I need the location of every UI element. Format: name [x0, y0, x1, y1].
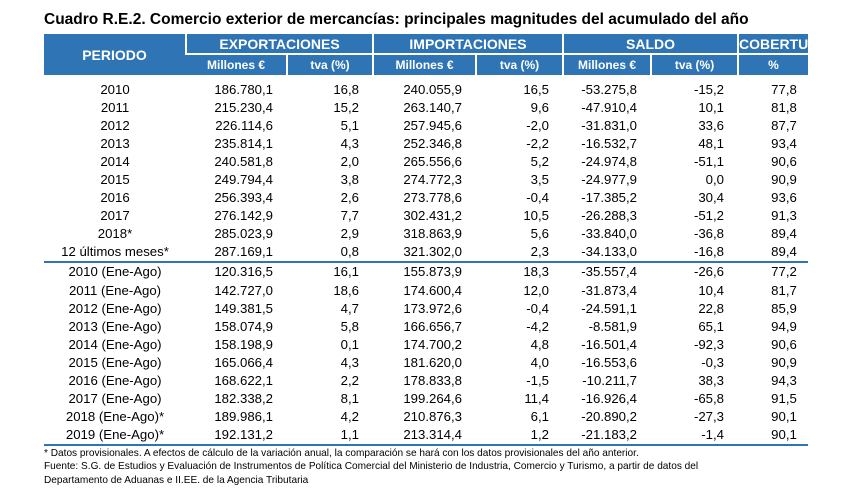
- cobertura-cell: 85,9: [771, 300, 797, 316]
- saldo-tva-cell: -26,6: [651, 262, 738, 281]
- export-millones-cell: 256.393,4: [214, 190, 273, 206]
- import-tva-cell: 16,5: [523, 82, 550, 98]
- saldo-tva-cell: 65,1: [698, 318, 725, 334]
- saldo-tva-cell: -27,3: [693, 408, 725, 424]
- import-tva-cell: -0,4: [526, 300, 550, 316]
- export-millones-cell: 120.316,5: [186, 262, 287, 281]
- header-importaciones: IMPORTACIONES: [373, 34, 563, 54]
- subheader-cobertura-pct: %: [738, 54, 808, 75]
- period-cell: 2016: [100, 190, 130, 206]
- import-millones-cell: 321.302,0: [403, 244, 462, 260]
- import-millones-cell: 213.314,4: [373, 426, 476, 445]
- import-tva-cell: 11,4: [524, 390, 550, 406]
- period-cell: 2019 (Ene-Ago)*: [44, 426, 186, 445]
- export-millones-cell: 276.142,9: [214, 208, 273, 224]
- cobertura-cell: 90,9: [771, 172, 797, 188]
- import-millones-cell: 155.873,9: [373, 262, 476, 281]
- export-millones-cell: 215.230,4: [214, 100, 273, 116]
- cobertura-cell: 93,4: [771, 136, 797, 152]
- export-tva-cell: 15,2: [333, 100, 359, 116]
- table-row: [44, 408, 808, 426]
- saldo-millones-cell: -24.977,9: [581, 172, 638, 188]
- export-tva-cell: 4,2: [340, 408, 359, 424]
- footnotes: [44, 447, 698, 487]
- table-row: [44, 426, 808, 445]
- saldo-tva-cell: -16,8: [693, 244, 725, 260]
- table-row: [44, 282, 808, 300]
- import-millones-cell: 240.055,9: [403, 82, 462, 98]
- cobertura-cell: 91,3: [771, 208, 797, 224]
- saldo-tva-cell: 38,3: [698, 372, 725, 388]
- export-millones-cell: 186.780,1: [214, 82, 273, 98]
- export-millones-cell: 189.986,1: [214, 408, 273, 424]
- saldo-tva-cell: 48,1: [698, 136, 725, 152]
- period-cell: 2015: [100, 172, 130, 188]
- source-note-line-2: Departamento de Aduanas e II.EE. de la Agencia Tributaria: [44, 474, 309, 486]
- import-tva-cell: 3,5: [530, 172, 550, 188]
- import-tva-cell: 6,1: [530, 408, 550, 424]
- saldo-millones-cell: -34.133,0: [581, 244, 638, 260]
- export-millones-cell: 285.023,9: [214, 226, 273, 242]
- period-cell: 2011 (Ene-Ago): [68, 282, 162, 298]
- saldo-millones-cell: -8.581,9: [588, 318, 638, 334]
- export-millones-cell: 287.169,1: [214, 244, 273, 260]
- saldo-tva-cell: 33,6: [698, 118, 725, 134]
- cobertura-cell: 77,8: [771, 82, 797, 98]
- import-millones-cell: 199.264,6: [403, 390, 462, 406]
- table-row: [44, 207, 808, 225]
- import-tva-cell: 18,3: [476, 262, 563, 281]
- import-tva-cell: 5,2: [530, 154, 550, 170]
- cobertura-cell: 94,3: [771, 372, 797, 388]
- subheader-export-tva: tva (%): [287, 54, 373, 75]
- export-tva-cell: 16,8: [333, 82, 359, 98]
- saldo-tva-cell: 10,1: [698, 100, 725, 116]
- export-millones-cell: 168.622,1: [214, 372, 273, 388]
- table-row: [44, 225, 808, 243]
- period-cell: 2017 (Ene-Ago): [68, 390, 162, 406]
- header-exportaciones: EXPORTACIONES: [186, 34, 373, 54]
- export-millones-cell: 158.074,9: [214, 318, 273, 334]
- saldo-tva-cell: -0,3: [701, 354, 725, 370]
- cobertura-cell: 90,9: [771, 354, 797, 370]
- table-row: [44, 153, 808, 171]
- import-tva-cell: -1,5: [526, 372, 550, 388]
- table-row: [44, 75, 808, 99]
- saldo-tva-cell: -51,2: [693, 208, 725, 224]
- saldo-millones-cell: -35.557,4: [563, 262, 651, 281]
- cobertura-cell: 90,1: [738, 426, 808, 445]
- export-millones-cell: 165.066,4: [214, 354, 273, 370]
- header-periodo: PERIODO: [44, 34, 186, 75]
- saldo-millones-cell: -53.275,8: [581, 82, 638, 98]
- table-row: [44, 336, 808, 354]
- saldo-tva-cell: 0,0: [705, 172, 725, 188]
- export-tva-cell: 2,6: [340, 190, 359, 206]
- import-millones-cell: 166.656,7: [403, 318, 462, 334]
- export-tva-cell: 16,1: [287, 262, 373, 281]
- cobertura-cell: 90,6: [771, 336, 797, 352]
- saldo-tva-cell: -51,1: [693, 154, 725, 170]
- import-millones-cell: 274.772,3: [403, 172, 462, 188]
- import-tva-cell: 4,0: [530, 354, 550, 370]
- import-millones-cell: 210.876,3: [403, 408, 462, 424]
- export-tva-cell: 4,3: [340, 354, 359, 370]
- period-cell: 2018*: [97, 226, 133, 242]
- cobertura-cell: 93,6: [771, 190, 797, 206]
- import-tva-cell: 12,0: [523, 282, 550, 298]
- saldo-millones-cell: -24.974,8: [581, 154, 638, 170]
- saldo-millones-cell: -16.532,7: [581, 136, 638, 152]
- export-millones-cell: 182.338,2: [214, 390, 273, 406]
- import-millones-cell: 178.833,8: [403, 372, 462, 388]
- export-millones-cell: 226.114,6: [215, 118, 273, 134]
- export-tva-cell: 0,8: [340, 244, 359, 260]
- import-tva-cell: 4,8: [530, 336, 550, 352]
- saldo-millones-cell: -21.183,2: [563, 426, 651, 445]
- subheader-import-millones: Millones €: [373, 54, 476, 75]
- import-millones-cell: 173.972,6: [403, 300, 462, 316]
- export-tva-cell: 5,8: [340, 318, 359, 334]
- saldo-millones-cell: -10.211,7: [582, 372, 638, 388]
- subheader-export-millones: Millones €: [186, 54, 287, 75]
- import-millones-cell: 181.620,0: [403, 354, 462, 370]
- subheader-import-tva: tva (%): [476, 54, 563, 75]
- export-millones-cell: 149.381,5: [214, 300, 273, 316]
- header-saldo: SALDO: [563, 34, 738, 54]
- period-cell: 2016 (Ene-Ago): [68, 372, 162, 388]
- export-tva-cell: 2,0: [340, 154, 359, 170]
- cobertura-cell: 87,7: [771, 118, 797, 134]
- header-cobertura: COBERTURA: [738, 34, 808, 54]
- export-tva-cell: 3,8: [340, 172, 359, 188]
- table-row: [44, 243, 808, 262]
- cobertura-cell: 81,7: [771, 282, 797, 298]
- import-millones-cell: 265.556,6: [403, 154, 462, 170]
- cobertura-cell: 77,2: [738, 262, 808, 281]
- saldo-millones-cell: -20.890,2: [581, 408, 638, 424]
- table-row: [44, 354, 808, 372]
- table-row: [44, 262, 808, 281]
- period-cell: 2014 (Ene-Ago): [68, 336, 162, 352]
- export-millones-cell: 249.794,4: [214, 172, 273, 188]
- import-millones-cell: 174.700,2: [403, 336, 462, 352]
- period-cell: 2013: [100, 136, 130, 152]
- saldo-tva-cell: 10,4: [698, 282, 725, 298]
- period-cell: 2012 (Ene-Ago): [68, 300, 162, 316]
- import-tva-cell: 10,5: [523, 208, 550, 224]
- export-millones-cell: 235.814,1: [214, 136, 273, 152]
- table-row: [44, 390, 808, 408]
- import-millones-cell: 302.431,2: [403, 208, 462, 224]
- cobertura-cell: 81,8: [771, 100, 797, 116]
- import-tva-cell: -2,0: [526, 118, 550, 134]
- saldo-millones-cell: -26.288,3: [581, 208, 638, 224]
- import-tva-cell: 9,6: [530, 100, 550, 116]
- period-cell: 2017: [100, 208, 130, 224]
- import-millones-cell: 257.945,6: [403, 118, 462, 134]
- saldo-millones-cell: -16.501,4: [581, 336, 638, 352]
- period-cell: 2011: [100, 100, 130, 116]
- export-tva-cell: 2,9: [340, 226, 359, 242]
- period-cell: 2012: [100, 118, 130, 134]
- table-row: [44, 99, 808, 117]
- export-tva-cell: 18,6: [333, 282, 359, 298]
- import-millones-cell: 318.863,9: [403, 226, 462, 242]
- import-millones-cell: 174.600,4: [403, 282, 462, 298]
- period-cell: 2010: [100, 82, 130, 98]
- export-tva-cell: 5,1: [340, 118, 359, 134]
- period-cell: 2014: [100, 154, 130, 170]
- export-tva-cell: 8,1: [340, 390, 359, 406]
- table-row: [44, 135, 808, 153]
- cobertura-cell: 90,1: [771, 408, 797, 424]
- saldo-millones-cell: -17.385,2: [581, 190, 638, 206]
- trade-table: [44, 34, 829, 446]
- export-tva-cell: 0,1: [340, 336, 359, 352]
- import-tva-cell: 5,6: [530, 226, 550, 242]
- cobertura-cell: 91,5: [771, 390, 797, 406]
- export-tva-cell: 1,1: [287, 426, 373, 445]
- import-millones-cell: 263.140,7: [403, 100, 462, 116]
- table-row: [44, 372, 808, 390]
- export-tva-cell: 4,3: [340, 136, 359, 152]
- export-tva-cell: 2,2: [340, 372, 359, 388]
- period-cell: 2010 (Ene-Ago): [44, 262, 186, 281]
- import-tva-cell: 1,2: [476, 426, 563, 445]
- import-millones-cell: 273.778,6: [403, 190, 462, 206]
- import-tva-cell: 2,3: [530, 244, 550, 260]
- table-row: [44, 189, 808, 207]
- cobertura-cell: 89,4: [771, 244, 797, 260]
- export-millones-cell: 192.131,2: [186, 426, 287, 445]
- period-cell: 2015 (Ene-Ago): [68, 354, 162, 370]
- cobertura-cell: 90,6: [771, 154, 797, 170]
- export-millones-cell: 158.198,9: [214, 336, 273, 352]
- table-row: [44, 171, 808, 189]
- saldo-millones-cell: -16.553,6: [581, 354, 638, 370]
- export-tva-cell: 4,7: [340, 300, 359, 316]
- saldo-tva-cell: -1,4: [651, 426, 738, 445]
- import-tva-cell: -4,2: [526, 318, 550, 334]
- saldo-tva-cell: 22,8: [698, 300, 725, 316]
- table-title: Cuadro R.E.2. Comercio exterior de mercancías: principales magnitudes del acumulado del año: [44, 11, 749, 28]
- saldo-millones-cell: -24.591,1: [581, 300, 638, 316]
- cobertura-cell: 89,4: [771, 226, 797, 242]
- table-body: [44, 75, 808, 445]
- saldo-tva-cell: -92,3: [693, 336, 725, 352]
- period-cell: 2018 (Ene-Ago)*: [65, 408, 165, 424]
- cobertura-cell: 94,9: [771, 318, 797, 334]
- export-millones-cell: 142.727,0: [214, 282, 273, 298]
- period-cell: 12 últimos meses*: [61, 244, 169, 260]
- subheader-saldo-millones: Millones €: [563, 54, 651, 75]
- import-millones-cell: 252.346,8: [403, 136, 462, 152]
- saldo-tva-cell: -15,2: [693, 82, 725, 98]
- saldo-millones-cell: -16.926,4: [581, 390, 638, 406]
- saldo-tva-cell: -36,8: [693, 226, 725, 242]
- saldo-tva-cell: -65,8: [693, 390, 725, 406]
- table-row: [44, 318, 808, 336]
- period-cell: 2013 (Ene-Ago): [68, 318, 162, 334]
- saldo-millones-cell: -31.873,4: [581, 282, 638, 298]
- saldo-millones-cell: -47.910,4: [581, 100, 638, 116]
- import-tva-cell: -2,2: [526, 136, 550, 152]
- saldo-millones-cell: -31.831,0: [581, 118, 638, 134]
- table-row: [44, 117, 808, 135]
- source-note-line-1: Fuente: S.G. de Estudios y Evaluación de Instrumentos de Política Comercial del Ministerio de Industria, Comercio y Turismo, a partir de datos del: [44, 461, 699, 473]
- export-tva-cell: 7,7: [340, 208, 359, 224]
- export-millones-cell: 240.581,8: [214, 154, 273, 170]
- provisional-note: * Datos provisionales. A efectos de cálculo de la variación anual, la comparación se hará con los datos provisionales del año anterior.: [44, 448, 639, 459]
- saldo-millones-cell: -33.840,0: [581, 226, 638, 242]
- import-tva-cell: -0,4: [526, 190, 550, 206]
- subheader-saldo-tva: tva (%): [651, 54, 738, 75]
- saldo-tva-cell: 30,4: [698, 190, 725, 206]
- table-row: [44, 300, 808, 318]
